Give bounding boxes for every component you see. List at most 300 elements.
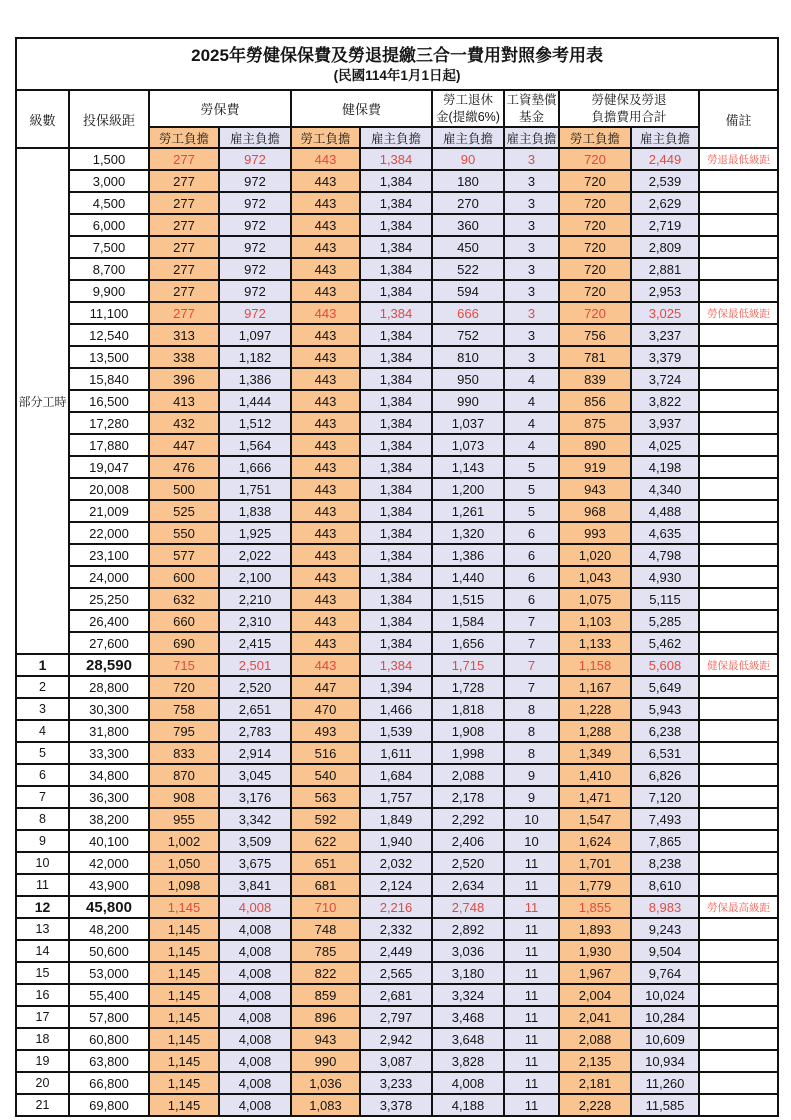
- fund-employer-cell: 5: [504, 456, 559, 478]
- labor-employer-cell: 4,008: [219, 1094, 291, 1116]
- fund-employer-cell: 11: [504, 896, 559, 918]
- note-cell: [699, 918, 778, 940]
- note-cell: 勞保最高級距: [699, 896, 778, 918]
- table-row: [16, 170, 778, 192]
- subheader-total-employee: 勞工負擔: [559, 127, 631, 148]
- health-employee-cell: 822: [291, 962, 360, 984]
- note-cell: [699, 236, 778, 258]
- total-employer-cell: 3,025: [631, 302, 699, 324]
- pension-employer-cell: 1,440: [432, 566, 504, 588]
- health-employee-cell: 563: [291, 786, 360, 808]
- total-employee-cell: 1,349: [559, 742, 631, 764]
- note-cell: [699, 1028, 778, 1050]
- fund-employer-cell: 4: [504, 390, 559, 412]
- total-employee-cell: 1,701: [559, 852, 631, 874]
- subheader-labor-employer: 雇主負擔: [219, 127, 291, 148]
- note-cell: 勞退最低級距: [699, 148, 778, 170]
- level-cell: 2: [16, 676, 69, 698]
- fund-employer-cell: 9: [504, 786, 559, 808]
- note-cell: 勞保最低級距: [699, 302, 778, 324]
- bracket-cell: 9,900: [69, 280, 149, 302]
- labor-employee-cell: 277: [149, 170, 219, 192]
- table-row: [16, 720, 778, 742]
- pension-employer-cell: 1,584: [432, 610, 504, 632]
- health-employee-cell: 443: [291, 412, 360, 434]
- labor-employee-cell: 413: [149, 390, 219, 412]
- fund-employer-cell: 11: [504, 1006, 559, 1028]
- pension-employer-cell: 522: [432, 258, 504, 280]
- table-row: [16, 610, 778, 632]
- header-labor-fee: 勞保費: [149, 90, 291, 127]
- bracket-cell: 34,800: [69, 764, 149, 786]
- pension-employer-cell: 450: [432, 236, 504, 258]
- labor-employee-cell: 476: [149, 456, 219, 478]
- total-employer-cell: 5,285: [631, 610, 699, 632]
- header-wage-fund-line2: 基金: [518, 109, 544, 124]
- labor-employee-cell: 313: [149, 324, 219, 346]
- health-employee-cell: 443: [291, 500, 360, 522]
- bracket-cell: 43,900: [69, 874, 149, 896]
- note-cell: [699, 830, 778, 852]
- level-cell: 17: [16, 1006, 69, 1028]
- total-employer-cell: 7,493: [631, 808, 699, 830]
- labor-employee-cell: 277: [149, 192, 219, 214]
- total-employer-cell: 9,504: [631, 940, 699, 962]
- health-employer-cell: 2,032: [360, 852, 432, 874]
- note-cell: [699, 280, 778, 302]
- labor-employer-cell: 972: [219, 192, 291, 214]
- subheader-health-employee: 勞工負擔: [291, 127, 360, 148]
- total-employer-cell: 10,934: [631, 1050, 699, 1072]
- fund-employer-cell: 6: [504, 522, 559, 544]
- health-employee-cell: 785: [291, 940, 360, 962]
- labor-employer-cell: 1,666: [219, 456, 291, 478]
- level-cell: 1: [16, 654, 69, 676]
- table-row: [16, 390, 778, 412]
- pension-employer-cell: 3,036: [432, 940, 504, 962]
- level-cell: 11: [16, 874, 69, 896]
- health-employee-cell: 443: [291, 588, 360, 610]
- table-row: [16, 412, 778, 434]
- health-employer-cell: 1,384: [360, 412, 432, 434]
- fund-employer-cell: 8: [504, 742, 559, 764]
- bracket-cell: 36,300: [69, 786, 149, 808]
- health-employer-cell: 1,384: [360, 214, 432, 236]
- level-cell: 9: [16, 830, 69, 852]
- labor-employer-cell: 2,100: [219, 566, 291, 588]
- level-cell: 18: [16, 1028, 69, 1050]
- labor-employer-cell: 2,651: [219, 698, 291, 720]
- total-employee-cell: 2,088: [559, 1028, 631, 1050]
- bracket-cell: 8,700: [69, 258, 149, 280]
- level-cell: 19: [16, 1050, 69, 1072]
- health-employer-cell: 1,384: [360, 478, 432, 500]
- labor-employer-cell: 2,914: [219, 742, 291, 764]
- labor-employee-cell: 720: [149, 676, 219, 698]
- table-body: [16, 148, 778, 1116]
- labor-employee-cell: 1,145: [149, 896, 219, 918]
- health-employee-cell: 443: [291, 566, 360, 588]
- table-row: [16, 214, 778, 236]
- health-employer-cell: 1,384: [360, 236, 432, 258]
- pension-employer-cell: 2,406: [432, 830, 504, 852]
- note-cell: 健保最低級距: [699, 654, 778, 676]
- labor-employer-cell: 1,182: [219, 346, 291, 368]
- note-cell: [699, 1006, 778, 1028]
- health-employer-cell: 1,384: [360, 500, 432, 522]
- table-row: [16, 280, 778, 302]
- total-employer-cell: 4,930: [631, 566, 699, 588]
- level-cell: 3: [16, 698, 69, 720]
- note-cell: [699, 808, 778, 830]
- labor-employer-cell: 1,838: [219, 500, 291, 522]
- labor-employee-cell: 758: [149, 698, 219, 720]
- bracket-cell: 11,100: [69, 302, 149, 324]
- health-employer-cell: 1,757: [360, 786, 432, 808]
- level-cell: 5: [16, 742, 69, 764]
- health-employer-cell: 1,384: [360, 456, 432, 478]
- total-employer-cell: 2,953: [631, 280, 699, 302]
- total-employee-cell: 720: [559, 280, 631, 302]
- bracket-cell: 15,840: [69, 368, 149, 390]
- table-row: [16, 1028, 778, 1050]
- pension-employer-cell: 1,998: [432, 742, 504, 764]
- subheader-pension-employer: 雇主負擔: [432, 127, 504, 148]
- total-employee-cell: 943: [559, 478, 631, 500]
- level-cell: 15: [16, 962, 69, 984]
- labor-employee-cell: 577: [149, 544, 219, 566]
- table-row: [16, 1006, 778, 1028]
- level-cell: 12: [16, 896, 69, 918]
- note-cell: [699, 764, 778, 786]
- table-row: [16, 1050, 778, 1072]
- labor-employer-cell: 1,925: [219, 522, 291, 544]
- table-row: [16, 324, 778, 346]
- table-row: [16, 478, 778, 500]
- total-employer-cell: 4,340: [631, 478, 699, 500]
- health-employer-cell: 1,684: [360, 764, 432, 786]
- labor-employee-cell: 432: [149, 412, 219, 434]
- fund-employer-cell: 11: [504, 962, 559, 984]
- bracket-cell: 69,800: [69, 1094, 149, 1116]
- bracket-cell: 45,800: [69, 896, 149, 918]
- total-employee-cell: 1,020: [559, 544, 631, 566]
- labor-employee-cell: 600: [149, 566, 219, 588]
- table-row: [16, 566, 778, 588]
- labor-employer-cell: 972: [219, 258, 291, 280]
- bracket-cell: 19,047: [69, 456, 149, 478]
- labor-employer-cell: 972: [219, 214, 291, 236]
- pension-employer-cell: 1,386: [432, 544, 504, 566]
- total-employee-cell: 720: [559, 236, 631, 258]
- bracket-cell: 53,000: [69, 962, 149, 984]
- total-employee-cell: 2,228: [559, 1094, 631, 1116]
- header-note: 備註: [699, 90, 778, 148]
- labor-employee-cell: 1,145: [149, 984, 219, 1006]
- total-employee-cell: 1,158: [559, 654, 631, 676]
- pension-employer-cell: 1,728: [432, 676, 504, 698]
- fund-employer-cell: 8: [504, 720, 559, 742]
- labor-employee-cell: 277: [149, 148, 219, 170]
- fund-employer-cell: 7: [504, 654, 559, 676]
- pension-employer-cell: 1,200: [432, 478, 504, 500]
- note-cell: [699, 434, 778, 456]
- pension-employer-cell: 2,292: [432, 808, 504, 830]
- pension-employer-cell: 1,715: [432, 654, 504, 676]
- header-pension-line2: 金(提繳6%): [436, 109, 500, 124]
- bracket-cell: 24,000: [69, 566, 149, 588]
- pension-employer-cell: 1,656: [432, 632, 504, 654]
- bracket-cell: 42,000: [69, 852, 149, 874]
- total-employer-cell: 4,635: [631, 522, 699, 544]
- health-employer-cell: 2,565: [360, 962, 432, 984]
- table-row: [16, 236, 778, 258]
- total-employee-cell: 1,779: [559, 874, 631, 896]
- total-employee-cell: 1,624: [559, 830, 631, 852]
- labor-employer-cell: 3,342: [219, 808, 291, 830]
- header-bracket: 投保級距: [69, 90, 149, 148]
- labor-employer-cell: 3,841: [219, 874, 291, 896]
- labor-employee-cell: 277: [149, 214, 219, 236]
- labor-employee-cell: 1,145: [149, 1050, 219, 1072]
- total-employer-cell: 8,238: [631, 852, 699, 874]
- pension-employer-cell: 2,748: [432, 896, 504, 918]
- total-employee-cell: 1,893: [559, 918, 631, 940]
- labor-employer-cell: 4,008: [219, 1072, 291, 1094]
- fund-employer-cell: 6: [504, 544, 559, 566]
- total-employer-cell: 11,260: [631, 1072, 699, 1094]
- subheader-labor-employee: 勞工負擔: [149, 127, 219, 148]
- pension-employer-cell: 950: [432, 368, 504, 390]
- labor-employer-cell: 2,022: [219, 544, 291, 566]
- pension-employer-cell: 3,828: [432, 1050, 504, 1072]
- fund-employer-cell: 11: [504, 940, 559, 962]
- bracket-cell: 4,500: [69, 192, 149, 214]
- level-cell: 4: [16, 720, 69, 742]
- health-employee-cell: 447: [291, 676, 360, 698]
- labor-employer-cell: 4,008: [219, 962, 291, 984]
- labor-employer-cell: 1,097: [219, 324, 291, 346]
- level-cell: 13: [16, 918, 69, 940]
- note-cell: [699, 874, 778, 896]
- health-employer-cell: 1,384: [360, 368, 432, 390]
- note-cell: [699, 786, 778, 808]
- labor-employee-cell: 1,145: [149, 1094, 219, 1116]
- total-employee-cell: 875: [559, 412, 631, 434]
- table-row: [16, 632, 778, 654]
- pension-employer-cell: 1,818: [432, 698, 504, 720]
- health-employee-cell: 443: [291, 214, 360, 236]
- fund-employer-cell: 11: [504, 874, 559, 896]
- bracket-cell: 1,500: [69, 148, 149, 170]
- labor-employee-cell: 550: [149, 522, 219, 544]
- total-employee-cell: 1,167: [559, 676, 631, 698]
- total-employee-cell: 1,133: [559, 632, 631, 654]
- health-employee-cell: 443: [291, 302, 360, 324]
- table-row: [16, 764, 778, 786]
- health-employee-cell: 990: [291, 1050, 360, 1072]
- health-employee-cell: 443: [291, 478, 360, 500]
- pension-employer-cell: 360: [432, 214, 504, 236]
- bracket-cell: 23,100: [69, 544, 149, 566]
- health-employer-cell: 1,384: [360, 148, 432, 170]
- health-employer-cell: 3,087: [360, 1050, 432, 1072]
- table-row: [16, 940, 778, 962]
- health-employee-cell: 493: [291, 720, 360, 742]
- table-row: [16, 302, 778, 324]
- health-employer-cell: 1,384: [360, 632, 432, 654]
- note-cell: [699, 588, 778, 610]
- health-employer-cell: 1,384: [360, 302, 432, 324]
- note-cell: [699, 544, 778, 566]
- health-employer-cell: 1,384: [360, 566, 432, 588]
- note-cell: [699, 1072, 778, 1094]
- table-row: [16, 830, 778, 852]
- bracket-cell: 27,600: [69, 632, 149, 654]
- labor-employer-cell: 1,751: [219, 478, 291, 500]
- note-cell: [699, 742, 778, 764]
- pension-employer-cell: 1,073: [432, 434, 504, 456]
- health-employee-cell: 681: [291, 874, 360, 896]
- fund-employer-cell: 11: [504, 1028, 559, 1050]
- pension-employer-cell: 594: [432, 280, 504, 302]
- pension-employer-cell: 4,008: [432, 1072, 504, 1094]
- note-cell: [699, 698, 778, 720]
- note-cell: [699, 324, 778, 346]
- health-employer-cell: 3,378: [360, 1094, 432, 1116]
- labor-employer-cell: 972: [219, 148, 291, 170]
- header-health-fee: 健保費: [291, 90, 432, 127]
- total-employer-cell: 3,822: [631, 390, 699, 412]
- labor-employee-cell: 1,145: [149, 1006, 219, 1028]
- bracket-cell: 63,800: [69, 1050, 149, 1072]
- note-cell: [699, 456, 778, 478]
- health-employer-cell: 1,384: [360, 390, 432, 412]
- labor-employer-cell: 3,509: [219, 830, 291, 852]
- fund-employer-cell: 3: [504, 192, 559, 214]
- health-employer-cell: 1,384: [360, 522, 432, 544]
- total-employer-cell: 3,937: [631, 412, 699, 434]
- table-row: [16, 984, 778, 1006]
- note-cell: [699, 984, 778, 1006]
- labor-employee-cell: 396: [149, 368, 219, 390]
- health-employer-cell: 2,681: [360, 984, 432, 1006]
- health-employer-cell: 2,124: [360, 874, 432, 896]
- table-row: [16, 962, 778, 984]
- total-employer-cell: 6,238: [631, 720, 699, 742]
- fund-employer-cell: 3: [504, 214, 559, 236]
- labor-employee-cell: 795: [149, 720, 219, 742]
- note-cell: [699, 192, 778, 214]
- total-employee-cell: 720: [559, 148, 631, 170]
- health-employee-cell: 896: [291, 1006, 360, 1028]
- bracket-cell: 57,800: [69, 1006, 149, 1028]
- fund-employer-cell: 10: [504, 830, 559, 852]
- bracket-cell: 40,100: [69, 830, 149, 852]
- health-employer-cell: 2,332: [360, 918, 432, 940]
- pension-employer-cell: 180: [432, 170, 504, 192]
- total-employer-cell: 2,809: [631, 236, 699, 258]
- header-total-line1: 勞健保及勞退: [591, 93, 667, 108]
- total-employer-cell: 2,539: [631, 170, 699, 192]
- note-cell: [699, 258, 778, 280]
- total-employee-cell: 1,043: [559, 566, 631, 588]
- labor-employee-cell: 1,145: [149, 1072, 219, 1094]
- labor-employee-cell: 1,145: [149, 962, 219, 984]
- total-employer-cell: 4,488: [631, 500, 699, 522]
- bracket-cell: 21,009: [69, 500, 149, 522]
- labor-employee-cell: 632: [149, 588, 219, 610]
- total-employer-cell: 9,764: [631, 962, 699, 984]
- labor-employer-cell: 972: [219, 170, 291, 192]
- health-employee-cell: 443: [291, 148, 360, 170]
- bracket-cell: 66,800: [69, 1072, 149, 1094]
- health-employee-cell: 443: [291, 654, 360, 676]
- fund-employer-cell: 5: [504, 478, 559, 500]
- fund-employer-cell: 11: [504, 1050, 559, 1072]
- total-employer-cell: 5,943: [631, 698, 699, 720]
- labor-employer-cell: 4,008: [219, 918, 291, 940]
- labor-employer-cell: 4,008: [219, 984, 291, 1006]
- total-employer-cell: 3,237: [631, 324, 699, 346]
- pension-employer-cell: 752: [432, 324, 504, 346]
- pension-employer-cell: 2,520: [432, 852, 504, 874]
- header-total-line2: 負擔費用合計: [591, 109, 667, 124]
- fund-employer-cell: 11: [504, 984, 559, 1006]
- health-employee-cell: 443: [291, 544, 360, 566]
- pension-employer-cell: 2,634: [432, 874, 504, 896]
- labor-employer-cell: 2,783: [219, 720, 291, 742]
- fund-employer-cell: 3: [504, 148, 559, 170]
- total-employee-cell: 993: [559, 522, 631, 544]
- bracket-cell: 12,540: [69, 324, 149, 346]
- table-row: [16, 874, 778, 896]
- fund-employer-cell: 3: [504, 346, 559, 368]
- total-employer-cell: 5,649: [631, 676, 699, 698]
- health-employee-cell: 443: [291, 368, 360, 390]
- table-row: [16, 676, 778, 698]
- header-pension: [432, 90, 504, 127]
- table-row: [16, 192, 778, 214]
- health-employee-cell: 443: [291, 236, 360, 258]
- health-employee-cell: 443: [291, 632, 360, 654]
- health-employee-cell: 443: [291, 522, 360, 544]
- labor-employee-cell: 660: [149, 610, 219, 632]
- fee-reference-table: [15, 37, 779, 1117]
- total-employer-cell: 10,024: [631, 984, 699, 1006]
- health-employer-cell: 1,384: [360, 346, 432, 368]
- fund-employer-cell: 6: [504, 588, 559, 610]
- total-employee-cell: 720: [559, 170, 631, 192]
- level-cell: 6: [16, 764, 69, 786]
- labor-employee-cell: 1,050: [149, 852, 219, 874]
- table-row: [16, 148, 778, 170]
- table-row: [16, 918, 778, 940]
- fund-employer-cell: 3: [504, 170, 559, 192]
- header-wage-fund-line1: 工資墊償: [506, 93, 557, 108]
- total-employer-cell: 8,610: [631, 874, 699, 896]
- pension-employer-cell: 2,178: [432, 786, 504, 808]
- note-cell: [699, 962, 778, 984]
- fund-employer-cell: 7: [504, 632, 559, 654]
- health-employee-cell: 622: [291, 830, 360, 852]
- level-cell: 7: [16, 786, 69, 808]
- table-row: [16, 456, 778, 478]
- table-row: [16, 544, 778, 566]
- bracket-cell: 6,000: [69, 214, 149, 236]
- total-employee-cell: 856: [559, 390, 631, 412]
- note-cell: [699, 170, 778, 192]
